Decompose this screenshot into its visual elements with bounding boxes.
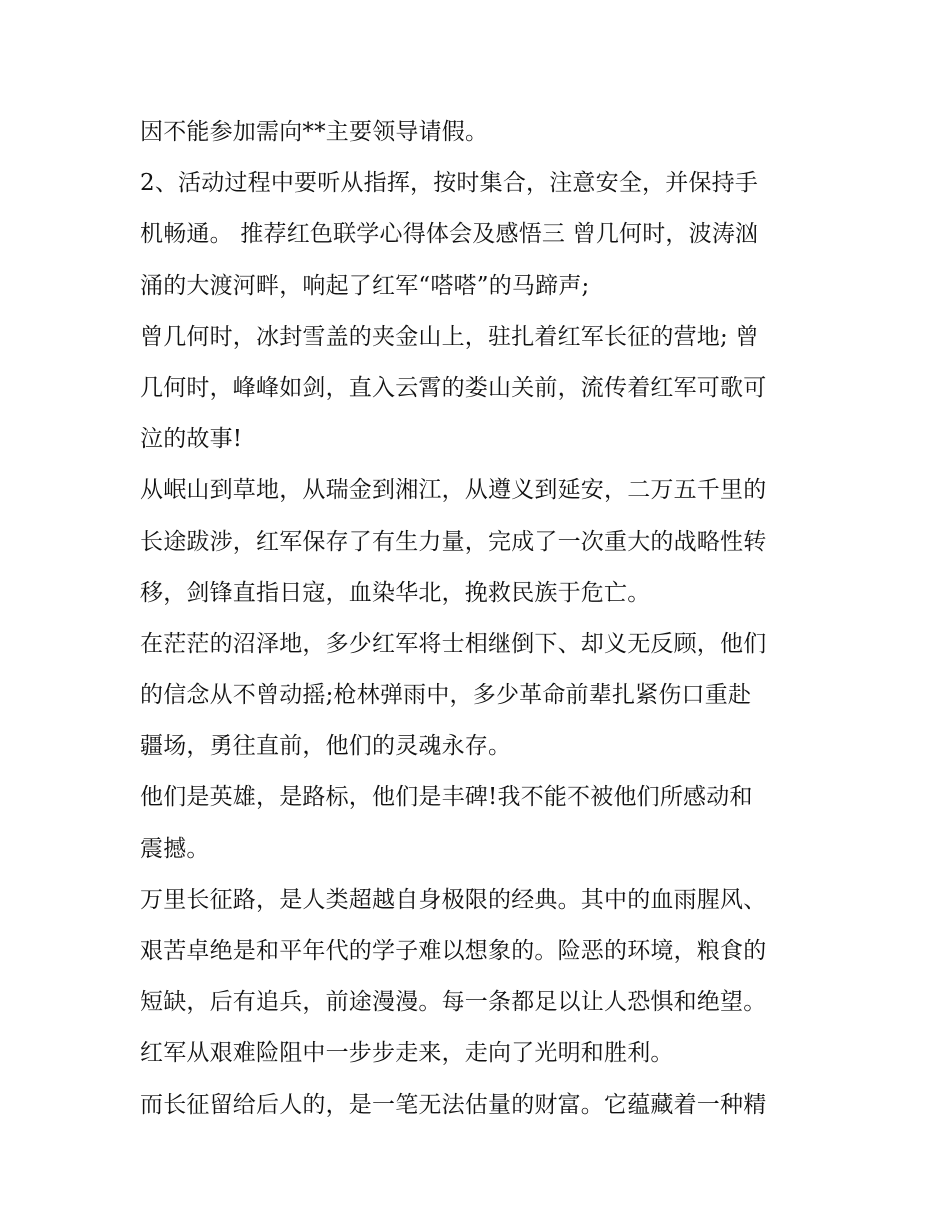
text-line-16: 万里长征路，是人类超越自身极限的经典。其中的血雨腥风、 (140, 886, 767, 913)
text-line-8: 从岷山到草地，从瑞金到湘江，从遵义到延安，二万五千里的 (140, 477, 767, 504)
text-line-12: 的信念从不曾动摇;枪林弹雨中，多少革命前辈扎紧伤口重赴 (140, 682, 752, 709)
text-line-9: 长途跋涉，红军保存了有生力量，完成了一次重大的战略性转 (140, 528, 767, 555)
text-line-6: 几何时，峰峰如剑，直入云霄的娄山关前，流传着红军可歌可 (140, 374, 767, 401)
text-line-18: 短缺，后有追兵，前途漫漫。每一条都足以让人恐惧和绝望。 (140, 989, 767, 1016)
text-line-19: 红军从艰难险阻中一步步走来，走向了光明和胜利。 (140, 1040, 674, 1067)
text-line-20: 而长征留给后人的，是一笔无法估量的财富。它蕴藏着一种精 (140, 1091, 767, 1118)
document-body (140, 107, 820, 1131)
text-line-5: 曾几何时，冰封雪盖的夹金山上，驻扎着红军长征的营地; 曾 (140, 323, 759, 350)
text-line-10: 移，剑锋直指日寇，血染华北，挽救民族于危亡。 (140, 579, 651, 606)
text-line-11: 在茫茫的沼泽地，多少红军将士相继倒下、却义无反顾，他们 (140, 630, 767, 657)
text-line-14: 他们是英雄，是路标，他们是丰碑!我不能不被他们所感动和 (140, 784, 753, 811)
text-line-1: 因不能参加需向**主要领导请假。 (140, 119, 489, 145)
text-line-15: 震撼。 (140, 835, 210, 862)
text-line-4: 涌的大渡河畔，响起了红军“嗒嗒”的马蹄声; (140, 272, 590, 299)
text-line-17: 艰苦卓绝是和平年代的学子难以想象的。险恶的环境，粮食的 (140, 938, 767, 964)
text-line-2: 2、活动过程中要听从指挥，按时集合，注意安全，并保持手 (140, 170, 759, 197)
text-line-3: 机畅通。 推荐红色联学心得体会及感悟三 曾几何时，波涛汹 (140, 221, 759, 248)
text-line-7: 泣的故事! (140, 426, 243, 453)
text-line-13: 疆场，勇往直前，他们的灵魂永存。 (140, 733, 512, 760)
